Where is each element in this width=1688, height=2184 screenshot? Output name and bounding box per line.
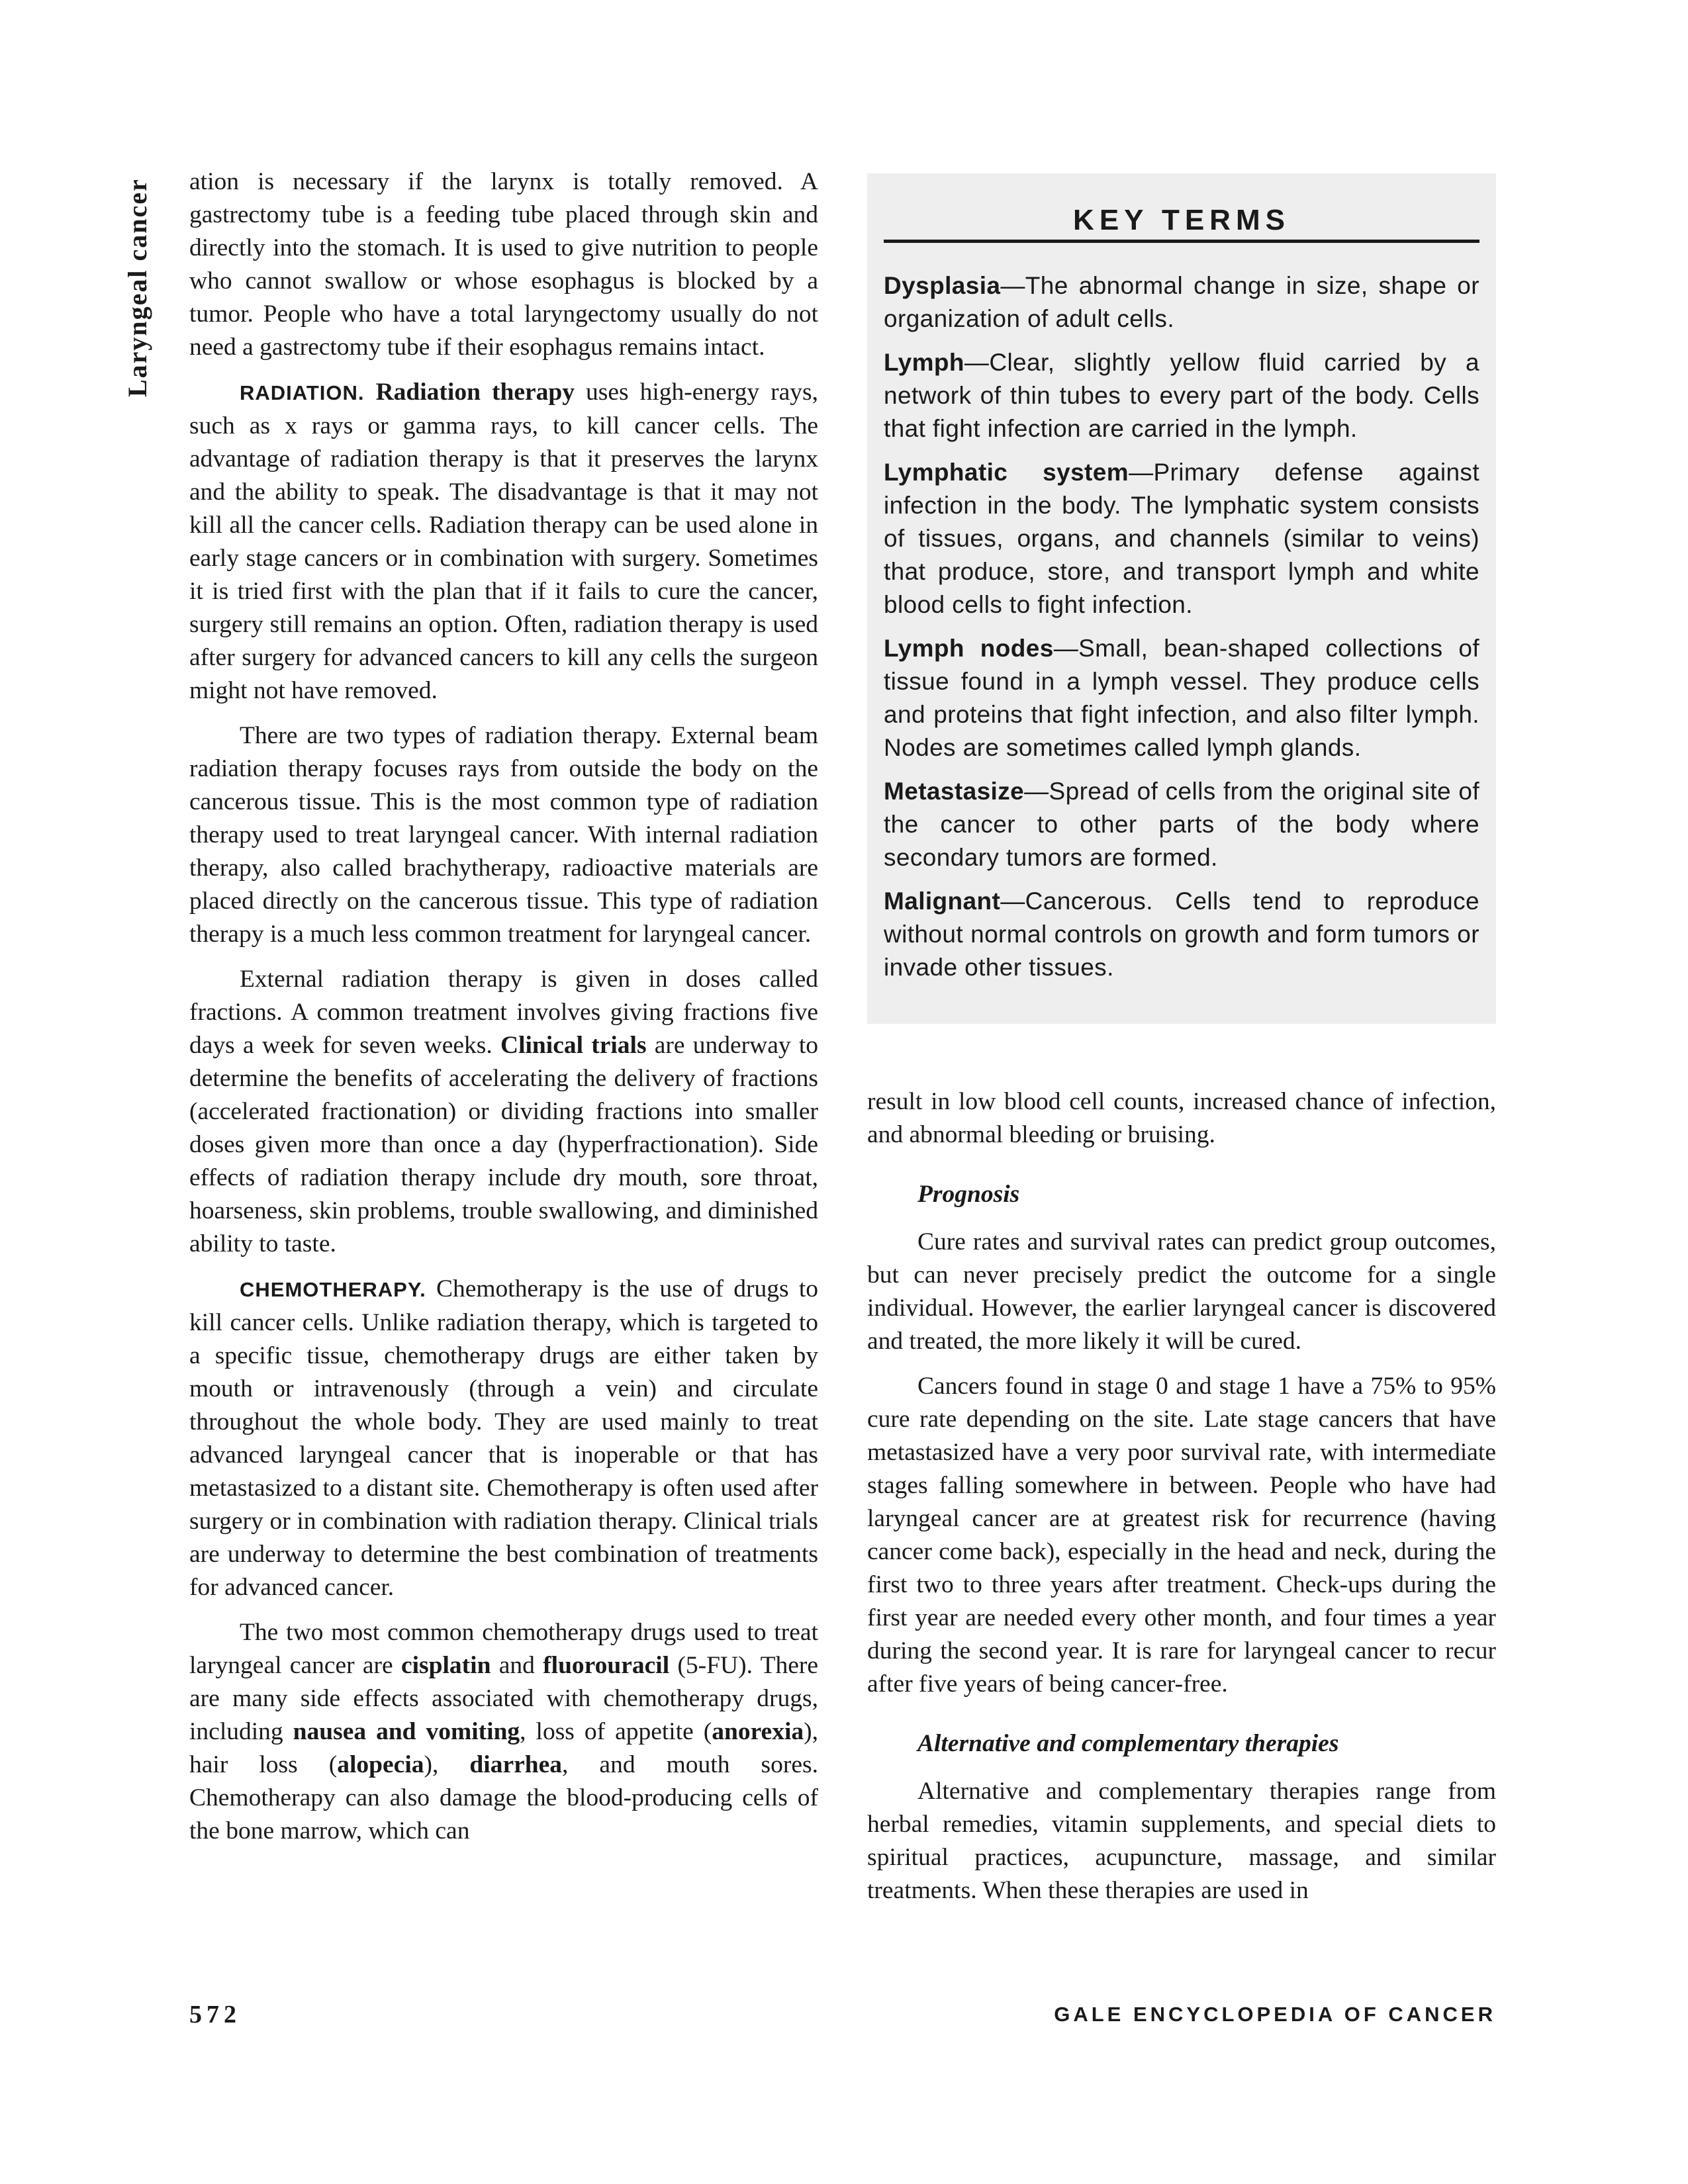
paragraph-prognosis-2: Cancers found in stage 0 and stage 1 have a 75% to 95% cure rate depending on the site. Late stage cancers that have metastasized have a very poor survival rate, with intermediate stages falling somewhere in between. People who have had laryngeal cancer are at greatest risk for recurrence (having cancer come back), especially in the head and neck, during the first two to three years after treatment. Check-ups during the first year are needed every other month, and four times a year during the second year. It is rare for laryngeal cancer to recur after five years of being cancer-free.	[867, 1373, 1496, 1698]
right-column	[867, 1085, 1496, 1919]
key-term: Lymphatic system	[884, 459, 1129, 486]
key-term-entry	[884, 775, 1479, 874]
key-term-definition: —Spread of cells from the original site of the cancer to other parts of the body where secondary tumors are formed.	[884, 778, 1479, 871]
term-anorexia: anorexia	[712, 1718, 804, 1745]
key-term: Dysplasia	[884, 272, 1001, 299]
key-term-definition: —The abnormal change in size, shape or organization of adult cells.	[884, 272, 1479, 332]
key-term: Malignant	[884, 887, 1001, 915]
key-term: Metastasize	[884, 778, 1025, 805]
key-term-definition: —Clear, slightly yellow fluid carried by a network of thin tubes to every part of the body. Cells that fight infection are carried in the lymph.	[884, 349, 1479, 442]
text-span: , loss of appetite (	[520, 1718, 712, 1745]
paragraph-chemotherapy-text: Chemotherapy is the use of drugs to kill cancer cells. Unlike radiation therapy, which is targeted to a specific tissue, chemotherapy drugs are either taken by mouth or intravenously (through a vein) and circulate throughout the whole body. They are used mainly to treat advanced laryngeal cancer that is inoperable or that has metastasized to a distant site. Chemotherapy is often used after surgery or in combination with radiation therapy. Clinical trials are underway to determine the best combination of treatments for advanced cancer.	[189, 1275, 818, 1601]
paragraph-radiation-text: uses high-energy rays, such as x rays or gamma rays, to kill cancer cells. The advantage of radiation therapy is that it preserves the larynx and the ability to speak. The disadvantage is that it may not kill all the cancer cells. Radiation therapy can be used alone in early stage cancers or in combination with surgery. Sometimes it is tried first with the plan that if it fails to cure the cancer, surgery still remains an option. Often, radiation therapy is used after surgery for advanced cancers to kill any cells the surgeon might not have removed.	[189, 379, 819, 704]
term-diarrhea: diarrhea	[469, 1751, 562, 1778]
text-span: The two most common chemotherapy drugs used to treat laryngeal cancer are	[189, 1619, 818, 1679]
paragraph-alternative-therapies: Alternative and complementary therapies range from herbal remedies, vitamin supplements, and special diets to spiritual practices, acupuncture, massage, and similar treatments. When these therapies are used in	[867, 1778, 1496, 1904]
key-term-entry	[884, 885, 1479, 984]
side-tab-label: Laryngeal cancer	[122, 178, 152, 397]
page-number: 572	[189, 2001, 241, 2028]
heading-prognosis: Prognosis	[917, 1181, 1020, 1208]
text-span: ),	[424, 1751, 470, 1778]
paragraph-gastrectomy: ation is necessary if the larynx is totally removed. A gastrectomy tube is a feeding tube placed through skin and directly into the stomach. It is used to give nutrition to people who cannot swallow or whose esophagus is blocked by a tumor. People who have a total laryngectomy usually do not need a gastrectomy tube if their esophagus remains intact.	[189, 168, 818, 361]
book-title: GALE ENCYCLOPEDIA OF CANCER	[1054, 2003, 1496, 2026]
term-nausea-vomiting: nausea and vomiting	[293, 1718, 520, 1745]
paragraph-fractions	[189, 963, 818, 1261]
side-tab	[117, 172, 156, 397]
term-clinical-trials: Clinical trials	[500, 1032, 647, 1059]
key-term: Lymph	[884, 349, 964, 376]
term-cisplatin: cisplatin	[400, 1652, 491, 1679]
key-term-entry	[884, 456, 1479, 621]
paragraph-fractions-text-b: are underway to determine the benefits of accelerating the delivery of fractions (accelerated fractionation) or dividing fractions into smaller doses given more than once a day (hyperfractionation). Side effects of radiation therapy include dry mouth, sore throat, hoarseness, skin problems, trouble swallowing, and diminished ability to taste.	[189, 1032, 818, 1257]
key-term-definition: —Cancerous. Cells tend to reproduce without normal controls on growth and form tumors or invade other tissues.	[884, 887, 1479, 981]
text-span: , and mouth sores. Chemotherapy can also damage the blood-producing cells of the bone marrow, which can	[189, 1751, 818, 1844]
key-term-definition: —Primary defense against infection in the body. The lymphatic system consists of tissues, organs, and channels (similar to veins) that produce, store, and transport lymph and white blood cells to fight infection.	[884, 459, 1479, 618]
term-fluorouracil: fluorouracil	[543, 1652, 670, 1679]
key-term-entry	[884, 632, 1479, 764]
key-term-entry	[884, 269, 1479, 336]
paragraph-radiation-types: There are two types of radiation therapy. External beam radiation therapy focuses rays from outside the body on the cancerous tissue. This is the most common type of radiation therapy used to treat laryngeal cancer. With internal radiation therapy, also called brachytherapy, radioactive materials are placed directly on the cancerous tissue. This type of radiation therapy is a much less common treatment for laryngeal cancer.	[189, 722, 818, 948]
paragraph-chemotherapy	[189, 1273, 818, 1604]
heading-alternative-therapies: Alternative and complementary therapies	[917, 1730, 1339, 1757]
term-radiation-therapy: Radiation therapy	[375, 379, 575, 406]
paragraph-chemo-drugs	[189, 1616, 818, 1848]
paragraph-fractions-text-a: External radiation therapy is given in doses called fractions. A common treatment involves giving fractions five days a week for seven weeks.	[189, 966, 818, 1059]
text-span: and	[491, 1652, 543, 1679]
key-term-entry	[884, 346, 1479, 445]
runin-heading-chemotherapy: CHEMOTHERAPY.	[240, 1278, 426, 1301]
key-terms-title: KEY TERMS	[884, 204, 1479, 243]
runin-heading-radiation: RADIATION.	[240, 381, 365, 404]
paragraph-radiation	[189, 376, 818, 707]
term-alopecia: alopecia	[337, 1751, 424, 1778]
paragraph-prognosis-1: Cure rates and survival rates can predict group outcomes, but can never precisely predict the outcome for a single individual. However, the earlier laryngeal cancer is discovered and treated, the more likely it will be cured.	[867, 1228, 1496, 1355]
key-term: Lymph nodes	[884, 635, 1054, 662]
paragraph-continued: result in low blood cell counts, increased chance of infection, and abnormal bleeding or bruising.	[867, 1088, 1496, 1148]
text-span: (5-FU). There are many side effects associated with chemotherapy drugs, including	[189, 1652, 819, 1745]
text-span: ), hair loss (	[189, 1718, 818, 1778]
key-term-definition: —Small, bean-shaped collections of tissue found in a lymph vessel. They produce cells and proteins that fight infection, and also filter lymph. Nodes are sometimes called lymph glands.	[884, 635, 1480, 761]
left-column	[189, 165, 818, 1860]
key-terms-box	[867, 173, 1496, 1024]
